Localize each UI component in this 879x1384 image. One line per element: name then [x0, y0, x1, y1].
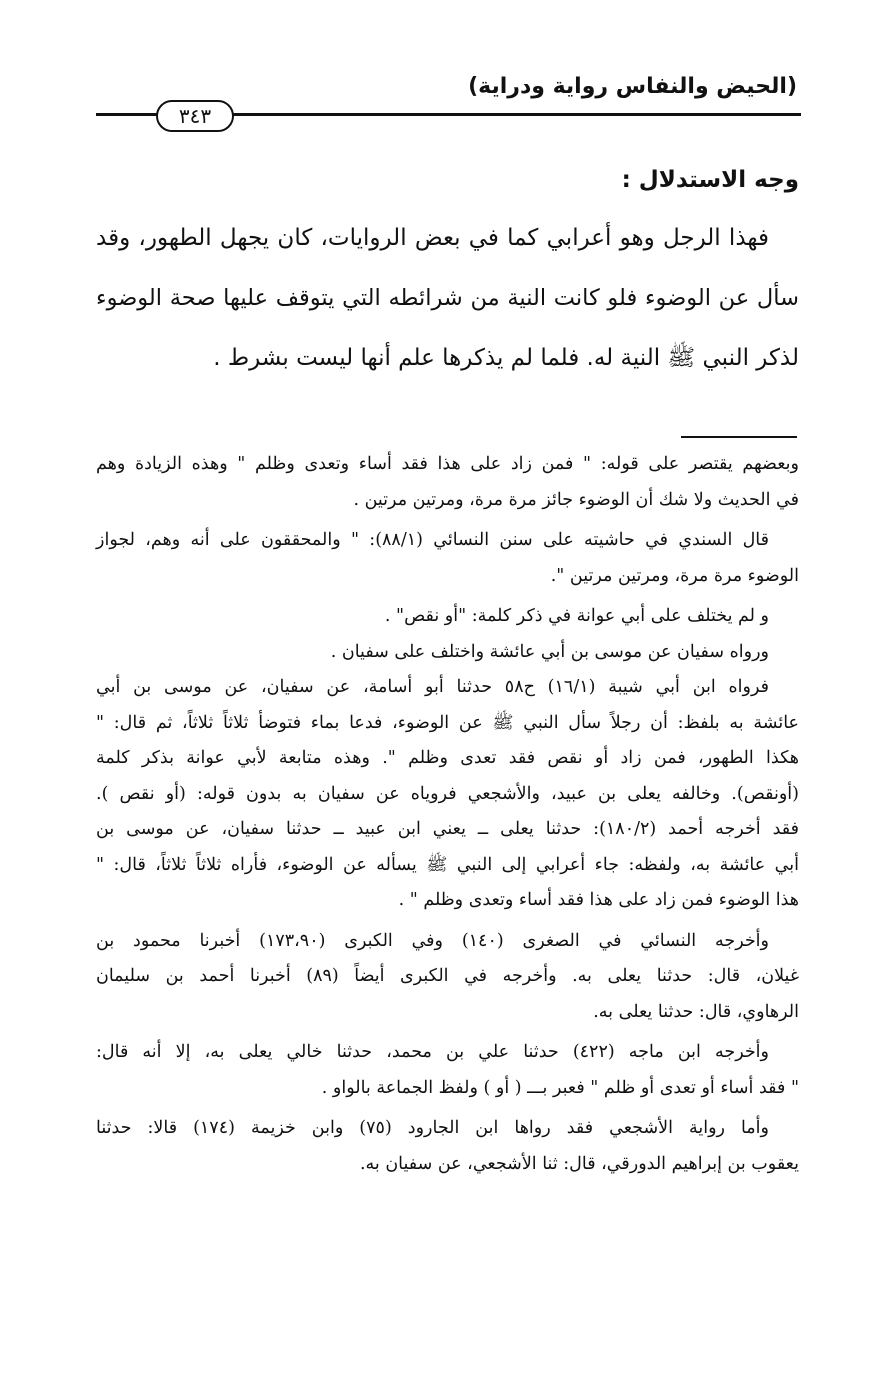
footnote-line: هكذا الطهور، فمن زاد أو نقص فقد تعدى وظلم ". وهذه متابعة لأبي عوانة بذكر كلمة [96, 748, 799, 768]
footnote-line: وبعضهم يقتصر على قوله: " فمن زاد على هذا فقد أساء وتعدى وظلم " وهذه الزيادة وهم [96, 454, 799, 474]
footnote-line: وأخرجه ابن ماجه (٤٢٢) حدثنا علي بن محمد، حدثنا خالي يعلى به، إلا أنه قال: [96, 1042, 769, 1062]
footnote-line: ورواه سفيان عن موسى بن أبي عائشة واختلف على سفيان . [330, 641, 769, 662]
footnotes [96, 449, 799, 1184]
footnote-line: وأما رواية الأشجعي فقد رواها ابن الجارود (٧٥) وابن خزيمة (١٧٤) قالا: حدثنا [96, 1118, 769, 1138]
footnote-line: الوضوء مرة مرة، ومرتين مرتين ". [550, 565, 799, 586]
page-number: ٣٤٣ [156, 100, 234, 132]
footnote-separator [681, 436, 797, 438]
footnote-line: أبي عائشة به، ولفظه: جاء أعرابي إلى النبي ﷺ يسأله عن الوضوء، فأراه ثلاثاً ثلاثاً، قال: " [96, 854, 799, 875]
main-text [96, 160, 799, 398]
footnote-line: وأخرجه النسائي في الصغرى (١٤٠) وفي الكبرى (١٧٣،٩٠) أخبرنا محمود بن [96, 930, 769, 951]
footnote-line: قال السندي في حاشيته على سنن النسائي (٨٨/١): " والمحققون على أنه وهم، لجواز [96, 530, 769, 550]
footnote-line: و لم يختلف على أبي عوانة في ذكر كلمة: "أو نقص" . [384, 606, 769, 626]
footnote-line: الرهاوي، قال: حدثنا يعلى به. [593, 1001, 799, 1022]
main-line: لذكر النبي ﷺ النية له. فلما لم يذكرها علم أنها ليست بشرط . [213, 345, 799, 371]
running-title: (الحيض والنفاس رواية ودراية) [468, 74, 797, 99]
footnote-line: (أونقص). وخالفه يعلى بن عبيد، والأشجعي فروياه عن سفيان به بدون قوله: (أو نقص ). [96, 783, 799, 804]
main-line: سأل عن الوضوء فلو كانت النية من شرائطه التي يتوقف عليها صحة الوضوء [96, 285, 799, 311]
footnote-line: في الحديث ولا شك أن الوضوء جائز مرة مرة، ومرتين مرتين . [353, 489, 799, 510]
footnote-line: فقد أخرجه أحمد (١٨٠/٢): حدثنا يعلى ــ يعني ابن عبيد ــ حدثنا سفيان، عن موسى بن [96, 819, 799, 839]
footnote-line: هذا الوضوء فمن زاد على هذا فقد أساء وتعدى وظلم " . [398, 890, 799, 910]
main-line: فهذا الرجل وهو أعرابي كما في بعض الروايات، كان يجهل الطهور، وقد [96, 225, 769, 251]
footnote-line: عائشة به بلفظ: أن رجلاً سأل النبي ﷺ عن الوضوء، فدعا بماء فتوضأ ثلاثاً ثلاثاً، ثم قال: " [96, 712, 799, 733]
footnote-line: " فقد أساء أو تعدى أو ظلم " فعبر بـــ ( أو ) ولفظ الجماعة بالواو . [321, 1077, 799, 1098]
footnote-line: يعقوب بن إبراهيم الدورقي، قال: ثنا الأشجعي، عن سفيان به. [359, 1153, 799, 1174]
footnote-line: غيلان، قال: حدثنا يعلى به. وأخرجه في الكبرى أيضاً (٨٩) أخبرنا أحمد بن سليمان [96, 966, 799, 986]
section-heading: وجه الاستدلال : [621, 167, 799, 193]
footnote-line: فرواه ابن أبي شيبة (١٦/١) ح٥٨ حدثنا أبو أسامة، عن سفيان، عن موسى بن أبي [96, 677, 770, 697]
